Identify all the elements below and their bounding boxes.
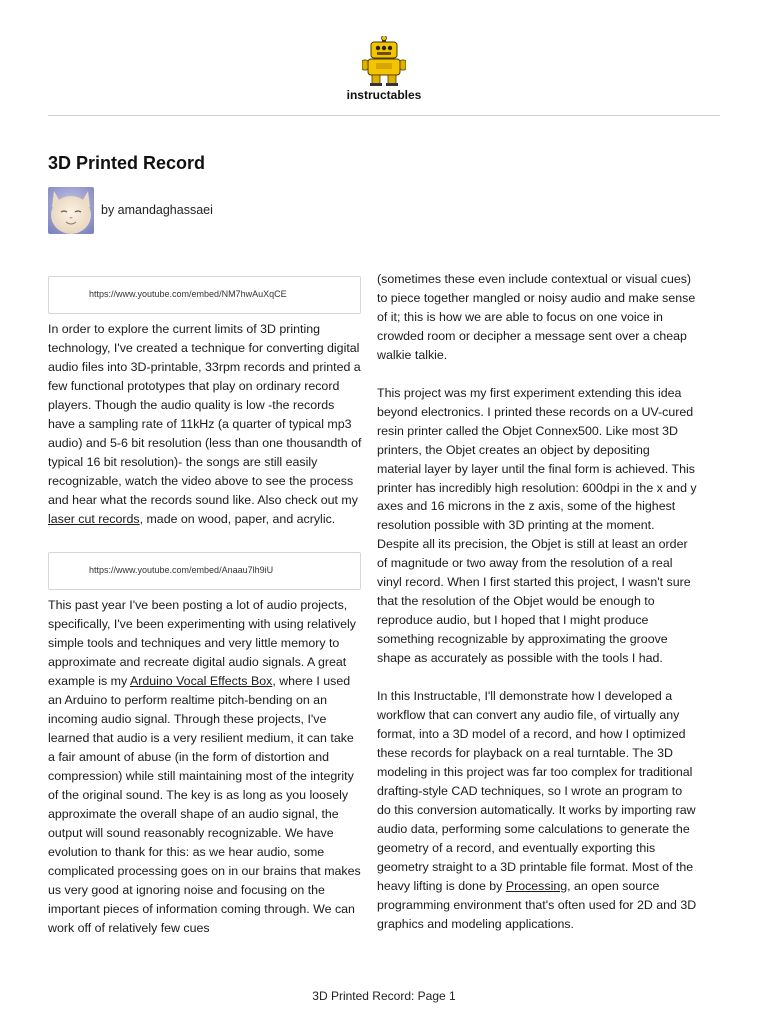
- workflow-paragraph: [377, 687, 697, 933]
- video-embed[interactable]: [48, 552, 361, 590]
- brand-name[interactable]: instructables: [346, 88, 422, 102]
- left-column: [48, 276, 364, 938]
- article-title: 3D Printed Record: [48, 153, 206, 173]
- cat-avatar-icon[interactable]: [48, 187, 94, 234]
- laser-cut-records-link[interactable]: laser cut records: [48, 511, 140, 526]
- header-divider: [48, 115, 720, 116]
- paragraph-text: , an open source programming environment that's often used for 2D and 3D graphics and modeling applications.: [377, 878, 697, 931]
- page-footer: 3D Printed Record: Page 1: [312, 989, 456, 1003]
- paragraph-text: , made on wood, paper, and acrylic.: [139, 511, 336, 526]
- paragraph-text: In order to explore the current limits of 3D printing technology, I've created a technique for converting digital audio files into 3D-printable, 33rpm records and printed a few functional prototypes that play on ordinary record players. Though the audio quality is low -the records have a sampling rate of 11kHz (a quarter of typical mp3 audio) and 5-6 bit resolution (less than one thousandth of typical 16 bit resolution)- the songs are still easily recognizable, watch the video above to see the process and hear what the records sound like. Also check out my: [48, 322, 362, 507]
- first-experiment-paragraph: This project was my first experiment extending this idea beyond electronics. I printed these records on a UV-cured resin printer called the Objet Connex500. Like most 3D printers, the Objet creates an object by depositing material layer by layer until the final form is achieved. This printer has incredibly high resolution: 600dpi in the x and y axes and 16 microns in the z axis, some of the highest resolution possible with 3D printing at the moment. Despite all its precision, the Objet is still at least an order of magnitude or two away from the resolution of a real vinyl record. When I first started this project, I wasn't sure that the resolution of the Objet would be enough to reproduce audio, but I hoped that I might produce something recognizable by approximating the groove shape as accurately as possible with the tools I had.: [377, 385, 697, 666]
- embed-url[interactable]: https://www.youtube.com/embed/Anaau7lh9iU: [89, 565, 274, 576]
- paragraph-text: This past year I've been posting a lot of audio projects, specifically, I've been experimenting with using relatively simple tools and techniques and very little memory to approximate and recreate digital audio signals. A great example is my: [48, 598, 356, 689]
- audio-projects-paragraph: [48, 596, 364, 937]
- continued-paragraph: (sometimes these even include contextual or visual cues) to piece together mangled or noisy audio and make sense of it; this is how we are able to focus on one voice in crowded room or decipher a message sent over a cheap walkie talkie.: [377, 272, 696, 362]
- embed-url[interactable]: https://www.youtube.com/embed/NM7hwAuXqCE: [89, 289, 287, 299]
- arduino-vocal-effects-box-link[interactable]: Arduino Vocal Effects Box: [129, 674, 273, 689]
- instructables-robot-logo-icon: [362, 36, 406, 86]
- right-column: [377, 270, 697, 933]
- video-embed[interactable]: [48, 276, 361, 314]
- author-byline: by amandaghassaei: [101, 203, 213, 217]
- processing-link[interactable]: Processing: [505, 878, 568, 893]
- paragraph-text: In this Instructable, I'll demonstrate how I developed a workflow that can convert any audio file, of virtually any format, into a 3D model of a record, and how I optimized these records for playback on a real turntable. The 3D modeling in this project was far too complex for traditional drafting-style CAD techniques, so I wrote an program to do this conversion automatically. It works by importing raw audio data, performing some calculations to generate the geometry of a record, and eventually exporting this geometry straight to a 3D printable file format. Most of the heavy lifting is done by: [377, 689, 696, 893]
- page-header: [0, 0, 768, 116]
- intro-paragraph: [48, 320, 364, 528]
- paragraph-text: , where I used an Arduino to perform realtime pitch-bending on an incoming audio signal. Through these projects, I've learned that audio is a very resilient medium, it can take a fair amount of abuse (in the form of distortion and compression) while still maintaining most of the integrity of the original sound. The key is as long as you loosely approximate the overall shape of an audio signal, the output will sound reasonably recognizable. We have evolution to thank for this: as we hear audio, some complicated processing goes on in our brains that makes us very good at ignoring noise and focusing on the important pieces of information coming through. We can work off of relatively few cues: [48, 674, 361, 935]
